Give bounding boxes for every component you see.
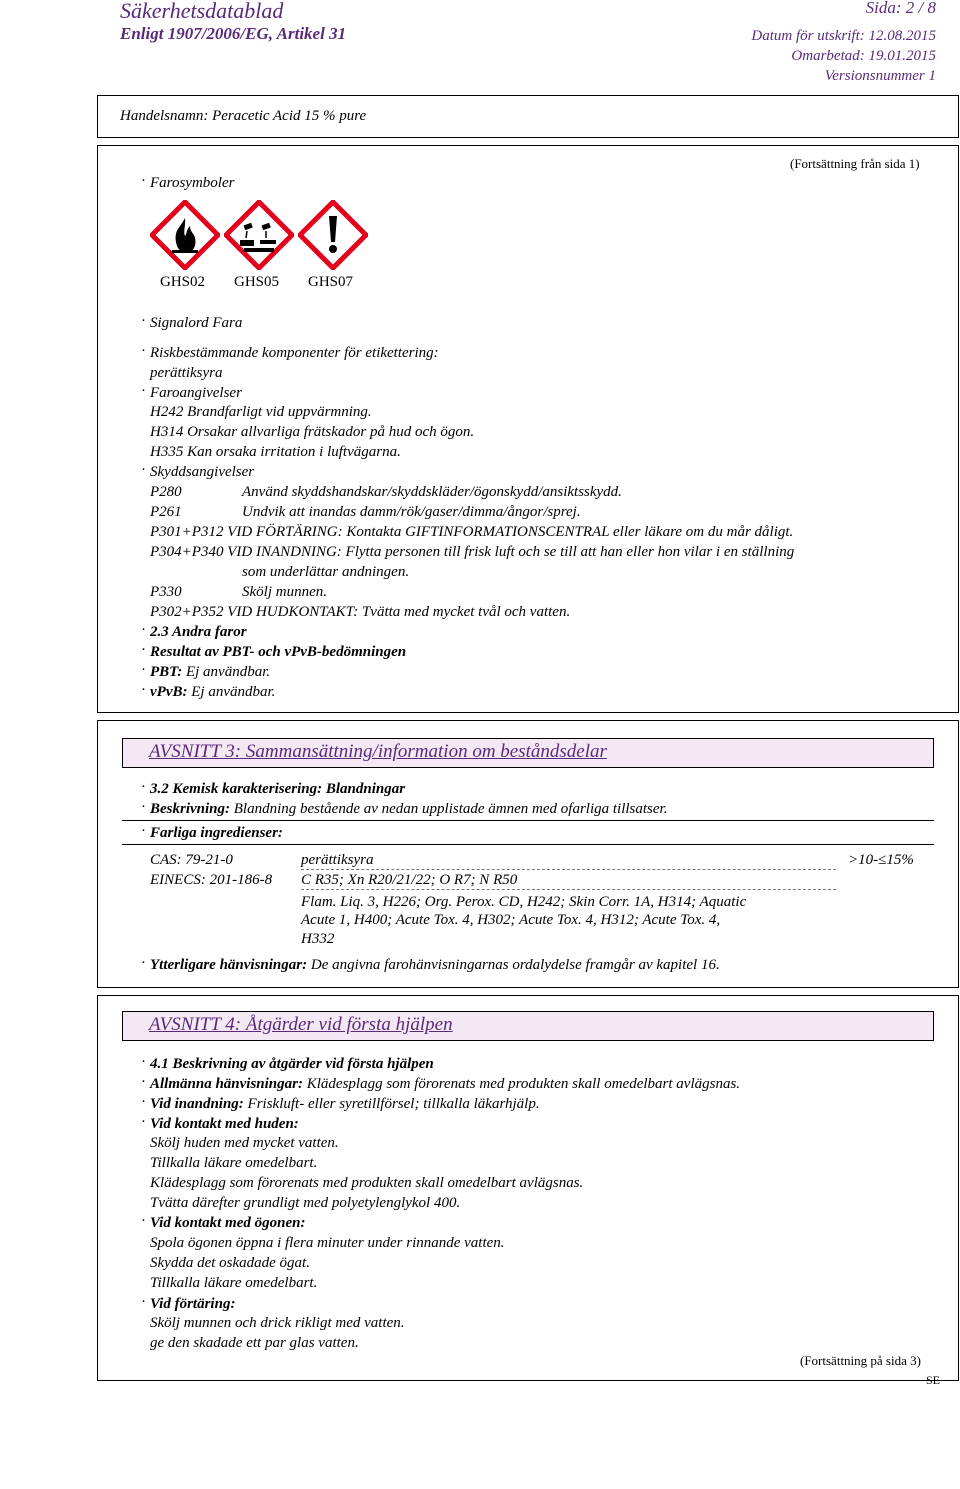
precautionary-label: Skyddsangivelser (150, 464, 255, 480)
divider (301, 889, 836, 890)
bullet: · (141, 682, 146, 698)
skin-contact-line: Tvätta därefter grundligt med polyetylenglykol 400. (150, 1195, 461, 1211)
exclamation-icon (298, 200, 368, 270)
inhalation-label: Vid inandning: (150, 1096, 244, 1112)
section4-header (122, 1011, 934, 1041)
p-code: P261 (150, 504, 182, 520)
p-code: P301+P312 (150, 524, 224, 540)
section3-title: AVSNITT 3: Sammansättning/information om beståndsdelar (149, 741, 607, 762)
ghs-code: GHS05 (234, 274, 280, 290)
p-code: P304+P340 (150, 544, 224, 560)
print-date: Datum för utskrift: 12.08.2015 (751, 28, 936, 44)
regulation-reference: Enligt 1907/2006/EG, Artikel 31 (120, 24, 347, 43)
bullet: · (141, 1114, 146, 1130)
general-info-value: Klädesplagg som förorenats med produkten skall omedelbart avlägsnas. (306, 1076, 741, 1092)
bullet: · (141, 1213, 146, 1229)
clp-classification: Acute 1, H400; Acute Tox. 4, H302; Acute Tox. 4, H312; Acute Tox. 4, (301, 912, 721, 928)
signal-word-value: Fara (212, 315, 243, 331)
skin-contact-line: Skölj huden med mycket vatten. (150, 1135, 339, 1151)
vpvb-row (150, 684, 275, 701)
additional-info-label: Ytterligare hänvisningar: (150, 957, 308, 973)
continued-from: (Fortsättning från sida 1) (790, 156, 920, 171)
vpvb-value: Ej användbar. (191, 684, 276, 700)
other-hazards-label: 2.3 Andra faror (150, 624, 247, 640)
ghs-code: GHS07 (308, 274, 354, 290)
r-phrases: C R35; Xn R20/21/22; O R7; N R50 (301, 872, 518, 888)
bullet: · (141, 622, 146, 638)
pbt-heading: Resultat av PBT- och vPvB-bedömningen (150, 644, 407, 660)
bullet: · (141, 779, 146, 795)
p-statement (150, 604, 570, 621)
einecs-number: EINECS: 201-186-8 (150, 872, 273, 888)
skin-contact-label: Vid kontakt med huden: (150, 1116, 299, 1132)
p-text: VID HUDKONTAKT: Tvätta med mycket tvål och vatten. (227, 604, 571, 620)
pbt-value: Ej användbar. (185, 664, 271, 680)
chemical-characterization: 3.2 Kemisk karakterisering: Blandningar (150, 781, 406, 797)
eye-contact-label: Vid kontakt med ögonen: (150, 1215, 306, 1231)
ingestion-line: Skölj munnen och drick rikligt med vatten. (150, 1315, 405, 1331)
clp-classification: Flam. Liq. 3, H226; Org. Perox. CD, H242; Skin Corr. 1A, H314; Aquatic (301, 894, 747, 910)
p-code: P330 (150, 584, 182, 600)
bullet: · (141, 462, 146, 478)
description-label: Beskrivning: (150, 801, 231, 817)
additional-info-value: De angivna farohänvisningarnas ordalydelse framgår av kapitel 16. (310, 957, 720, 973)
inhalation-row (150, 1096, 540, 1113)
hazard-statement: H335 Kan orsaka irritation i luftvägarna. (150, 444, 401, 460)
cas-number: CAS: 79-21-0 (150, 852, 233, 868)
page-number: Sida: 2 / 8 (865, 0, 936, 17)
description-row (150, 801, 667, 818)
signal-word-label: Signalord (150, 315, 209, 331)
general-info-row (150, 1076, 740, 1093)
clp-classification: H332 (301, 931, 335, 947)
product-name: Handelsnamn: Peracetic Acid 15 % pure (120, 108, 367, 124)
bullet: · (141, 313, 146, 329)
pbt-row (150, 664, 270, 681)
ingredient-name: perättiksyra (301, 852, 374, 868)
p-code: P302+P352 (150, 604, 224, 620)
ingestion-label: Vid förtäring: (150, 1296, 236, 1312)
p-text: VID INANDNING: Flytta personen till frisk luft och se till att han eller hon vilar i en ställning (227, 544, 795, 560)
section3-header (122, 738, 934, 768)
bullet: · (141, 343, 146, 359)
flame-icon (150, 200, 220, 270)
general-info-label: Allmänna hänvisningar: (150, 1076, 303, 1092)
p-text: VID FÖRTÄRING: Kontakta GIFTINFORMATIONSCENTRAL eller läkare om du mår dåligt. (227, 524, 794, 540)
p-code: P280 (150, 484, 182, 500)
bullet: · (141, 662, 146, 678)
ingestion-line: ge den skadade ett par glas vatten. (150, 1335, 359, 1351)
bullet: · (141, 955, 146, 971)
section4-title: AVSNITT 4: Åtgärder vid första hjälpen (149, 1014, 453, 1035)
hazard-statement: H314 Orsakar allvarliga frätskador på hud och ögon. (150, 424, 475, 440)
first-aid-description: 4.1 Beskrivning av åtgärder vid första hjälpen (150, 1056, 434, 1072)
p-statement (150, 524, 793, 541)
document-title: Säkerhetsdatablad (120, 0, 284, 23)
p-text: Använd skyddshandskar/skyddskläder/ögonskydd/ansiktsskydd. (242, 484, 622, 500)
labelling-components-label: Riskbestämmande komponenter för etikettering: (150, 345, 439, 361)
eye-contact-line: Tillkalla läkare omedelbart. (150, 1275, 318, 1291)
bullet: · (141, 799, 146, 815)
additional-info-row (150, 957, 720, 974)
bullet: · (141, 823, 146, 839)
country-code: SE (926, 1373, 941, 1387)
hazard-statement: H242 Brandfarligt vid uppvärmning. (150, 404, 372, 420)
pbt-label: PBT: (150, 664, 183, 680)
labelling-components-value: perättiksyra (150, 365, 223, 381)
ingredients-label-box (122, 820, 934, 821)
bullet: · (141, 1294, 146, 1310)
ghs-code: GHS02 (160, 274, 206, 290)
skin-contact-line: Klädesplagg som förorenats med produkten skall omedelbart avlägsnas. (150, 1175, 584, 1191)
ingredients-rule (122, 844, 934, 845)
bullet: · (141, 1094, 146, 1110)
hazard-statements-label: Faroangivelser (150, 385, 242, 401)
skin-contact-line: Tillkalla läkare omedelbart. (150, 1155, 318, 1171)
eye-contact-line: Skydda det oskadade ögat. (150, 1255, 310, 1271)
revision-date: Omarbetad: 19.01.2015 (791, 48, 936, 64)
p-text: Skölj munnen. (242, 584, 327, 600)
p-text: Undvik att inandas damm/rök/gaser/dimma/ångor/sprej. (242, 504, 581, 520)
eye-contact-line: Spola ögonen öppna i flera minuter under rinnande vatten. (150, 1235, 505, 1251)
bullet: · (141, 642, 146, 658)
bullet: · (141, 1054, 146, 1070)
divider (301, 869, 836, 870)
bullet: · (141, 1074, 146, 1090)
version-number: Versionsnummer 1 (824, 68, 936, 84)
inhalation-value: Friskluft- eller syretillförsel; tillkalla läkarhjälp. (247, 1096, 540, 1112)
p-text-continued: som underlättar andningen. (242, 564, 410, 580)
p-statement (150, 544, 794, 561)
description-value: Blandning bestående av nedan upplistade ämnen med ofarliga tillsatser. (233, 801, 668, 817)
ingredients-label: Farliga ingredienser: (150, 825, 283, 841)
vpvb-label: vPvB: (150, 684, 188, 700)
continued-on: (Fortsättning på sida 3) (800, 1353, 921, 1368)
bullet: · (141, 383, 146, 399)
bullet: · (141, 173, 146, 189)
signal-word (150, 315, 242, 332)
corrosion-icon (224, 200, 294, 270)
hazard-symbols-label: Farosymboler (150, 175, 235, 191)
concentration: >10-≤15% (848, 852, 914, 868)
